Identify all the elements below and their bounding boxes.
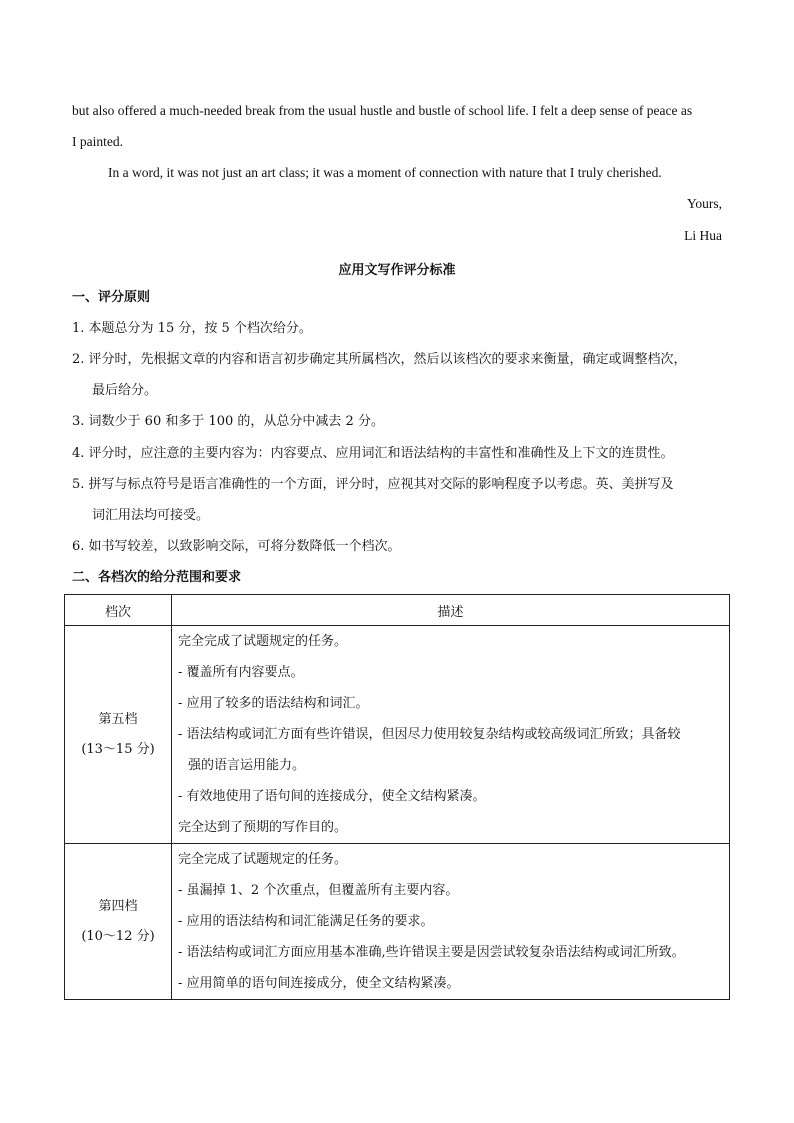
desc-line: 完全完成了试题规定的任务。: [178, 851, 348, 867]
desc-line: - 语法结构或词汇方面有些许错误，但因尽力使用较复杂结构或较高级词汇所致；具备较: [178, 726, 681, 742]
grade-label: 第四档: [98, 898, 138, 914]
table-row: [65, 844, 730, 1000]
desc-line: 完全达到了预期的写作目的。: [178, 819, 348, 835]
grading-table: [64, 594, 730, 1000]
desc-line: - 应用了较多的语法结构和词汇。: [178, 695, 369, 711]
rule-item-2-cont: 最后给分。: [92, 383, 158, 398]
desc-line: 强的语言运用能力。: [188, 757, 306, 773]
rule-item-4: 4. 评分时，应注意的主要内容为：内容要点、应用词汇和语法结构的丰富性和准确性及上下文的连贯性。: [72, 446, 674, 461]
desc-line: - 应用简单的语句间连接成分，使全文结构紧凑。: [178, 975, 460, 991]
grade-label: 第五档: [98, 711, 138, 727]
section1-heading: 一、评分原则: [72, 290, 151, 305]
table-header-row: [65, 595, 730, 626]
description-cell: [172, 626, 730, 844]
desc-line: - 语法结构或词汇方面应用基本准确,些许错误主要是因尝试较复杂语法结构或词汇所致。: [178, 944, 685, 960]
grade-range: (10～12 分): [81, 928, 155, 944]
grade-range: (13～15 分): [81, 741, 155, 757]
rule-item-2: 2. 评分时，先根据文章的内容和语言初步确定其所属档次，然后以该档次的要求来衡量，确定或调整档次，: [72, 352, 687, 367]
rule-item-1: 1. 本题总分为 15 分，按 5 个档次给分。: [72, 321, 312, 336]
grade-cell: [65, 844, 172, 1000]
header-grade: 档次: [65, 595, 172, 626]
letter-line-3: In a word, it was not just an art class; it was a moment of connection with nature that I truly cherished.: [108, 165, 662, 180]
page-title: 应用文写作评分标准: [338, 263, 456, 278]
desc-line: - 有效地使用了语句间的连接成分，使全文结构紧凑。: [178, 788, 486, 804]
desc-line: - 覆盖所有内容要点。: [178, 664, 304, 680]
letter-line-1: but also offered a much-needed break from the usual hustle and bustle of school life. I felt a deep sense of peace as: [72, 103, 693, 118]
table-row: [65, 626, 730, 844]
description-cell: [172, 844, 730, 1000]
desc-line: 完全完成了试题规定的任务。: [178, 633, 348, 649]
desc-line: - 虽漏掉 1、2 个次重点，但覆盖所有主要内容。: [178, 882, 459, 898]
rule-item-5: 5. 拼写与标点符号是语言准确性的一个方面，评分时，应视其对交际的影响程度予以考虑。英、美拼写及: [72, 477, 674, 492]
grade-cell: [65, 626, 172, 844]
rule-item-5-cont: 词汇用法均可接受。: [92, 508, 210, 523]
section2-heading: 二、各档次的给分范围和要求: [72, 570, 242, 585]
letter-line-2: I painted.: [72, 134, 123, 149]
letter-signature: Li Hua: [684, 228, 722, 243]
rule-item-3: 3. 词数少于 60 和多于 100 的，从总分中减去 2 分。: [72, 414, 384, 429]
letter-closing: Yours,: [686, 196, 722, 211]
rule-item-6: 6. 如书写较差，以致影响交际，可将分数降低一个档次。: [72, 539, 401, 554]
header-description: 描述: [172, 595, 730, 626]
desc-line: - 应用的语法结构和词汇能满足任务的要求。: [178, 913, 434, 929]
